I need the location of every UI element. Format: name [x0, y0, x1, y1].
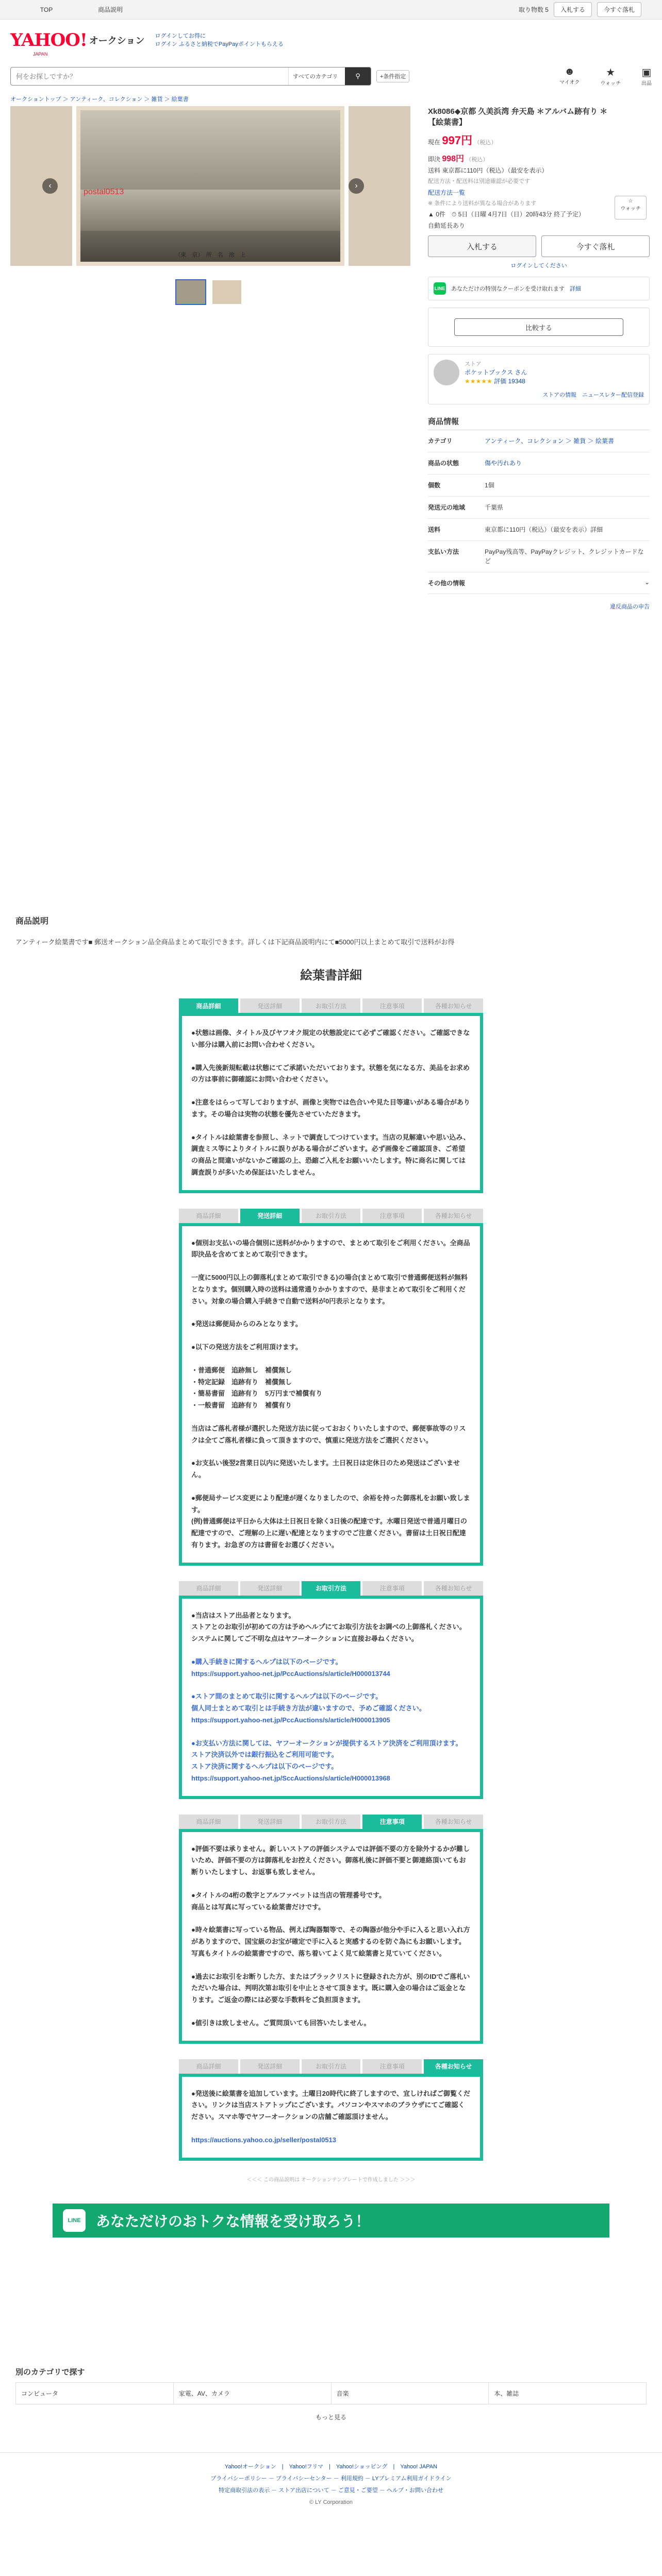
tab-item-detail: 商品詳細 — [179, 2059, 238, 2074]
line-icon: LINE — [63, 2209, 86, 2232]
search-button[interactable] — [345, 67, 371, 85]
tab-transaction: お取引方法 — [302, 1815, 361, 1829]
category-item[interactable]: コンピュータ — [16, 2383, 174, 2404]
tab-transaction: お取引方法 — [302, 1581, 361, 1596]
tab-item-detail: 商品詳細 — [179, 998, 238, 1013]
tab-notices: 各種お知らせ — [424, 1581, 483, 1596]
breadcrumb[interactable]: オークショントップ ＞ アンティーク、コレクション ＞ 雑貨 ＞ 絵葉書 — [10, 96, 189, 103]
watch-label: ウォッチ — [600, 81, 621, 87]
info-key: カテゴリ — [428, 437, 453, 445]
tab-shipping: 発送詳細 — [240, 1209, 300, 1223]
panel-body — [179, 1829, 483, 2044]
buy-price: 998円 — [442, 155, 465, 163]
info-row — [428, 541, 650, 572]
japan-logo: JAPAN — [33, 52, 48, 57]
image-strip — [10, 106, 412, 266]
shipping-panel — [179, 1209, 483, 1566]
category-item[interactable]: 音楽 — [332, 2383, 489, 2404]
shipping-note: 配送方法・配送料は別途確認が必要です — [428, 178, 530, 184]
actions — [428, 235, 650, 257]
watch-button[interactable] — [615, 196, 647, 219]
compare-box — [428, 308, 650, 347]
panel-text: ●当店はストア出品者となります。 ストアとのお取引が初めての方は予めヘルプにてお取引方法をお調べの上御落札ください。 システムに関してご不明な点はヤフーオークションに直接お尋ねください。 — [191, 1611, 466, 1642]
tab-transaction: お取引方法 — [302, 998, 361, 1013]
other-info-toggle[interactable] — [428, 572, 650, 594]
star-icon: ★ — [606, 67, 616, 78]
category-item[interactable]: 家電、AV、カメラ — [174, 2383, 332, 2404]
tab-shipping: 発送詳細 — [240, 1815, 300, 1829]
description-heading: 商品説明 — [15, 917, 49, 926]
image-watermark: postal0513 — [84, 188, 124, 196]
tab-transaction: お取引方法 — [302, 1209, 361, 1223]
top-bid-button[interactable]: 入札する — [554, 2, 592, 17]
description-sub: アンティーク絵葉書です■ 郵送オークション品全商品まとめて取引できます。詳しくは下記商品説明内にて■5000円以上まとめて取引で送料がお得 — [15, 938, 455, 946]
panel-text: ●購入先後新規転載は状態にてご承諾いただいております。状態を気になる方、美品をお求めの方は事前に御確認にお問い合わせください。 — [191, 1063, 470, 1083]
header-icons — [559, 66, 652, 87]
yahoo-logo[interactable]: YAHOO! — [10, 30, 87, 50]
item-title: Xk8086◆京都 久美浜湾 弁天島 ＊アルバム跡有り ＊【絵葉書】 — [428, 107, 608, 127]
info-value: PayPay残高等、PayPayクレジット、クレジットカードなど — [485, 548, 644, 565]
tab-notices: 各種お知らせ — [424, 2059, 483, 2074]
condition-button[interactable]: +条件指定 — [376, 70, 409, 82]
panel-body — [179, 1596, 483, 1799]
info-value: 千葉県 — [485, 504, 504, 511]
current-price: 997円 — [442, 134, 473, 147]
current-tax: （税込） — [474, 140, 497, 146]
chevron-down-icon: ⌄ — [644, 579, 650, 586]
panel-text: ●状態は画像、タイトル及びヤフオク規定の状態設定にて必ずご確認ください。ご確認できない部分は購入前にお問い合わせください。 — [191, 1029, 470, 1048]
login-note[interactable]: ログインしてください — [510, 263, 567, 269]
watch-count: 取り物数 5 — [518, 6, 549, 13]
thumbnail-2[interactable] — [211, 279, 242, 305]
product-info-title: 商品情報 — [428, 416, 650, 430]
current-price-row — [428, 132, 650, 148]
panel-text: ●タイトルの4桁の数字とアルファベットは当店の管理番号です。 商品とは写真に写っている絵葉書だけです。 — [191, 1891, 386, 1911]
seller-avatar[interactable] — [434, 360, 459, 385]
panel-tabs — [179, 2059, 483, 2074]
info-value[interactable]: アンティーク、コレクション ＞ 雑貨 ＞ 絵葉書 — [485, 437, 614, 445]
tab-notices: 各種お知らせ — [424, 998, 483, 1013]
seller-box — [428, 354, 650, 404]
topbar — [0, 0, 662, 20]
line-icon: LINE — [434, 282, 446, 295]
report-link[interactable]: 違反商品の申告 — [610, 604, 650, 610]
shipping: 送料 東京都に110円（税込）（最安を表示） — [428, 167, 548, 174]
gallery — [10, 106, 412, 611]
panel-text: ●発送後に絵葉書を追加しています。土曜日20時代に終了しますので、宜しければご御覧ください。リンクは当店ストアトップにございます。パソコンやスマホのブラウザにてご確認ください。スマホ等でヤフーオークションの店舗ご確認頂けません。 — [191, 2089, 471, 2121]
image-caption: （東 京） 所 名 池 上 — [175, 252, 246, 258]
info-row — [428, 474, 650, 497]
buy-price-row — [428, 152, 650, 164]
shipping-link[interactable]: 配送方法一覧 — [428, 189, 466, 196]
panel-text: ●タイトルは絵葉書を参照し、ネットで調査してつけています。当店の見解違いや思い込み、調査ミス等によりタイトルに誤りがある場合がございます。必ず画像をご確認頂き、ご希望の商品と間違いがないかご確認の上、恐縮ご入札をお願いいたします。特に商名に関しては調査誤りが多いため保証はいたしません。 — [191, 1133, 470, 1176]
info-key: 発送元の地域 — [428, 504, 466, 511]
info-key: 送料 — [428, 526, 441, 533]
bid-button[interactable]: 入札する — [428, 235, 536, 257]
tab-shipping: 発送詳細 — [240, 2059, 300, 2074]
panel-text: ●郵便局サービス変更により配達が遅くなりましたので、余裕を持った御落札をお願い致します。 (例)普通郵便は平日から大体は土日祝日を除く3日後の配達です。水曜日発送で普通月曜日の配達ですので、ご理解の上に遅い配達となりますのでご注意ください。書留は土日祝日配達有ります。お急ぎの方は書留をお選びください。 — [191, 1494, 470, 1549]
tab-notes: 注意事項 — [362, 1815, 422, 1829]
panel-tabs — [179, 1815, 483, 1829]
banner-text: あなただけのおトクな情報を受け取ろう！ — [96, 2213, 370, 2229]
top-buy-button[interactable]: 今すぐ落札 — [597, 2, 641, 17]
main — [0, 106, 662, 611]
panel-body — [179, 2074, 483, 2161]
search-input[interactable] — [11, 67, 288, 85]
coupon-text: あなただけの特別なクーポンを受け取れます — [451, 286, 565, 292]
buy-tax: （税込） — [466, 157, 489, 163]
tab-notes: 注意事項 — [362, 1209, 422, 1223]
panel-text: ・普通郵便 追跡無し 補償無し ・特定記録 追跡有り 補償無し ・簡易書留 追跡有り 5万円まで補償有り ・一般書留 追跡有り 補償有り — [191, 1366, 323, 1409]
item-desc-link[interactable]: 商品説明 — [98, 6, 123, 13]
categories-title: 別のカテゴリで探す — [15, 2367, 85, 2377]
category-grid — [15, 2382, 647, 2404]
buy-label: 即決 — [428, 156, 441, 163]
info-value[interactable]: 傷や汚れあり — [485, 460, 522, 467]
description-title: 絵葉書詳細 — [300, 969, 362, 982]
current-label: 現在 — [428, 139, 441, 146]
mylist-label: マイオク — [559, 80, 580, 86]
info-key: 個数 — [428, 482, 441, 489]
panel-text: ●個別お支払いの場合個別に送料がかかりますので、まとめて取引をご利用ください。全商品即決品を含めてまとめて取引できます。 — [191, 1239, 470, 1259]
footer-links[interactable]: Yahoo!オークション | Yahoo!フリマ | Yahoo!ショッピング | Yahoo! JAPAN — [224, 2463, 438, 2470]
tax-note: ※ 条件により送料が異なる場合があります — [428, 200, 537, 207]
line-banner[interactable] — [53, 2204, 609, 2238]
panel-text: ●値引きは致しません。ご質問頂いても回答いたしません。 — [191, 2019, 371, 2027]
info-row — [428, 519, 650, 541]
product-info-table — [428, 430, 650, 594]
panel-tabs — [179, 1209, 483, 1223]
tab-notes: 注意事項 — [362, 998, 422, 1013]
mylist-link[interactable] — [559, 66, 580, 87]
panel-text: 一度に5000円以上の御落札(まとめて取引できる)の場合(まとめて取引で普通郵便送料が無料となります。個別購入時の送料は通常通りかかりますので、是非まとめて取引をご利用ください。対象の場合購入手続きで自動で送料が0円表示となります。 — [191, 1274, 468, 1305]
sell-link[interactable] — [641, 66, 652, 87]
more-categories-button[interactable]: もっと見る — [315, 2413, 346, 2421]
tab-item-detail: 商品詳細 — [179, 1581, 238, 1596]
other-categories — [0, 2366, 662, 2421]
search-row — [0, 61, 662, 92]
tab-item-detail: 商品詳細 — [179, 1815, 238, 1829]
main-image[interactable] — [76, 106, 344, 266]
header — [0, 20, 662, 61]
promo[interactable] — [155, 32, 283, 49]
panel-text: ●発送は郵便局からのみとなります。 — [191, 1320, 302, 1328]
category-select[interactable]: すべてのカテゴリ — [288, 67, 345, 85]
tab-shipping: 発送詳細 — [240, 1581, 300, 1596]
seller-name[interactable]: ポケットブックス さん — [465, 369, 527, 376]
footer-links-2[interactable]: プライバシーポリシー － プライバシーセンター － 利用規約 － LYプレミアム利用ガイドライン — [210, 2475, 452, 2482]
auto-extension: 自動延長あり — [428, 222, 466, 229]
info-row — [428, 497, 650, 519]
item-sidebar — [428, 106, 650, 611]
info-value: 東京都に110円（税込）（最安を表示）詳細 — [485, 526, 603, 533]
panel-tabs — [179, 998, 483, 1013]
search-icon: ⚲ — [355, 72, 360, 80]
transaction-panel — [179, 1581, 483, 1799]
person-icon: ☻ — [564, 66, 575, 77]
promo-line2[interactable]: ログイン ふるさと納税でPayPayポイントもらえる — [155, 41, 284, 47]
seller-stars: ★★★★★ — [465, 378, 492, 385]
notices-panel — [179, 2059, 483, 2161]
category-item[interactable]: 本、雑誌 — [494, 2389, 519, 2397]
other-info-label: その他の情報 — [428, 580, 466, 587]
tab-shipping: 発送詳細 — [240, 998, 300, 1013]
top-link[interactable]: TOP — [40, 6, 53, 13]
panel-text: ●お支払い後翌2営業日以内に発送いたします。土日祝日は定休日のため発送はございません。 — [191, 1459, 460, 1479]
panel-text: ●過去にお取引をお断りした方、またはブラックリストに登録された方が、別のIDでご落札いただいた場合は、判明次第お取引を中止とさせて頂きます。既に購入金の場合はご返金となります。ご返金の際には必要な手数料をご負担頂きます。 — [191, 1972, 470, 2004]
prev-image[interactable] — [10, 106, 72, 266]
help-link[interactable]: ●購入手続きに関するヘルプは以下のページです。 https://support.yahoo-net.jp/PccAuctions/s/article/H000013744 — [191, 1657, 390, 1677]
tab-transaction: お取引方法 — [302, 2059, 361, 2074]
thumbnail-1[interactable] — [175, 279, 206, 305]
watch-link[interactable] — [600, 66, 621, 87]
tab-notices: 各種お知らせ — [424, 1815, 483, 1829]
seller-score[interactable]: 評価 19348 — [494, 378, 525, 385]
seller-badge: ストア — [465, 361, 482, 367]
info-value: 1個 — [485, 482, 494, 489]
seller-page-link[interactable]: https://auctions.yahoo.co.jp/seller/postal0513 — [191, 2136, 337, 2144]
tab-notes: 注意事項 — [362, 2059, 422, 2074]
panel-text: ●時々絵葉書に写っている物品、例えば陶器類等で、その陶器が他分や手に入ると思い入れ方がありますので、国宝級のお宝が確定で手に入ると実感するのを防ぐ為にもお願いします。写真もタイトルの絵葉書ですので、落ち着いてよく見て絵葉書と見ていてください。 — [191, 1926, 470, 1957]
chevron-left-icon[interactable]: ‹ — [42, 178, 58, 194]
sell-label: 出品 — [641, 81, 652, 87]
detail-panel — [179, 998, 483, 1193]
panel-tabs — [179, 1581, 483, 1596]
bid-counts: ▲ 0件 ⏱ 5日（日曜 4月7日（日）20時43分 終了予定） — [428, 211, 585, 218]
watch-button-label: ウォッチ — [620, 206, 641, 212]
panel-text: 当店はご落札者様が選択した発送方法に従っておおくりいたしますので、郵便事故等のリスクは全てご落札者様に負って頂きますので、慎重に発送方法をご選択ください。 — [191, 1424, 466, 1444]
tab-notes: 注意事項 — [362, 1581, 422, 1596]
copyright: © LY Corporation — [309, 2499, 353, 2505]
coupon-box — [428, 277, 650, 300]
camera-icon: ▣ — [641, 67, 652, 78]
star-outline-icon: ☆ — [628, 198, 633, 204]
help-link[interactable]: ●お支払い方法に関しては、ヤフーオークションが提供するストア決済をご利用頂けます。 ストア決済以外では銀行振込をご利用可能です。 ストア決済に関するヘルプは以下のページです。 https://support.yahoo-net.jp/SccAuctions/s/article/H000013968 — [191, 1739, 462, 1782]
info-key: 商品の状態 — [428, 460, 459, 467]
thumbnails — [175, 279, 412, 305]
panel-body — [179, 1223, 483, 1566]
help-link[interactable]: ●ストア間のまとめて取引に関するヘルプは以下のページです。 個人同士まとめて取引とは手続き方法が違いますので、予めご確認ください。 https://support.yahoo-net.jp/PccAuctions/s/article/H000013905 — [191, 1692, 426, 1724]
info-row — [428, 452, 650, 474]
panel-text: ●以下の発送方法をご利用頂けます。 — [191, 1343, 302, 1351]
auction-logo-sub: オークション — [89, 36, 145, 46]
notes-panel — [179, 1815, 483, 2044]
footer — [0, 2452, 662, 2509]
seller-links[interactable]: ストアの情報 ニュースレター配信登録 — [542, 392, 644, 398]
footer-links-3[interactable]: 特定商取引法の表示 － ストア出店について － ご意見・ご要望 － ヘルプ・お問い合わせ — [219, 2487, 443, 2494]
coupon-link[interactable]: 詳細 — [570, 286, 581, 292]
template-note: ＜＜＜ この商品説明は オークションテンプレートで作成しました ＞＞＞ — [246, 2177, 416, 2183]
compare-button[interactable]: 比較する — [454, 318, 623, 336]
panel-text: ●注意をはらって写しておりますが、画像と実物では色合いや見た目等違いがある場合があります。その場合は実物の状態を優先させていただきます。 — [191, 1098, 470, 1118]
tab-notices: 各種お知らせ — [424, 1209, 483, 1223]
panel-text: ●評価不要は承りません。新しいストアの評価システムでは評価不要の方を除外するかが難しいため、評価不要の方は御落札をお控えください。御落札後に評価不要と御連絡頂いてもお断りいたしますし、お返事も致しません。 — [191, 1844, 470, 1876]
chevron-right-icon[interactable]: › — [349, 178, 364, 194]
info-row — [428, 430, 650, 452]
promo-line1: ログインしてお得に — [155, 32, 206, 39]
buy-now-button[interactable]: 今すぐ落札 — [541, 235, 650, 257]
tab-item-detail: 商品詳細 — [179, 1209, 238, 1223]
search-box — [10, 67, 371, 86]
panel-body — [179, 1013, 483, 1193]
info-key: 支払い方法 — [428, 548, 459, 555]
